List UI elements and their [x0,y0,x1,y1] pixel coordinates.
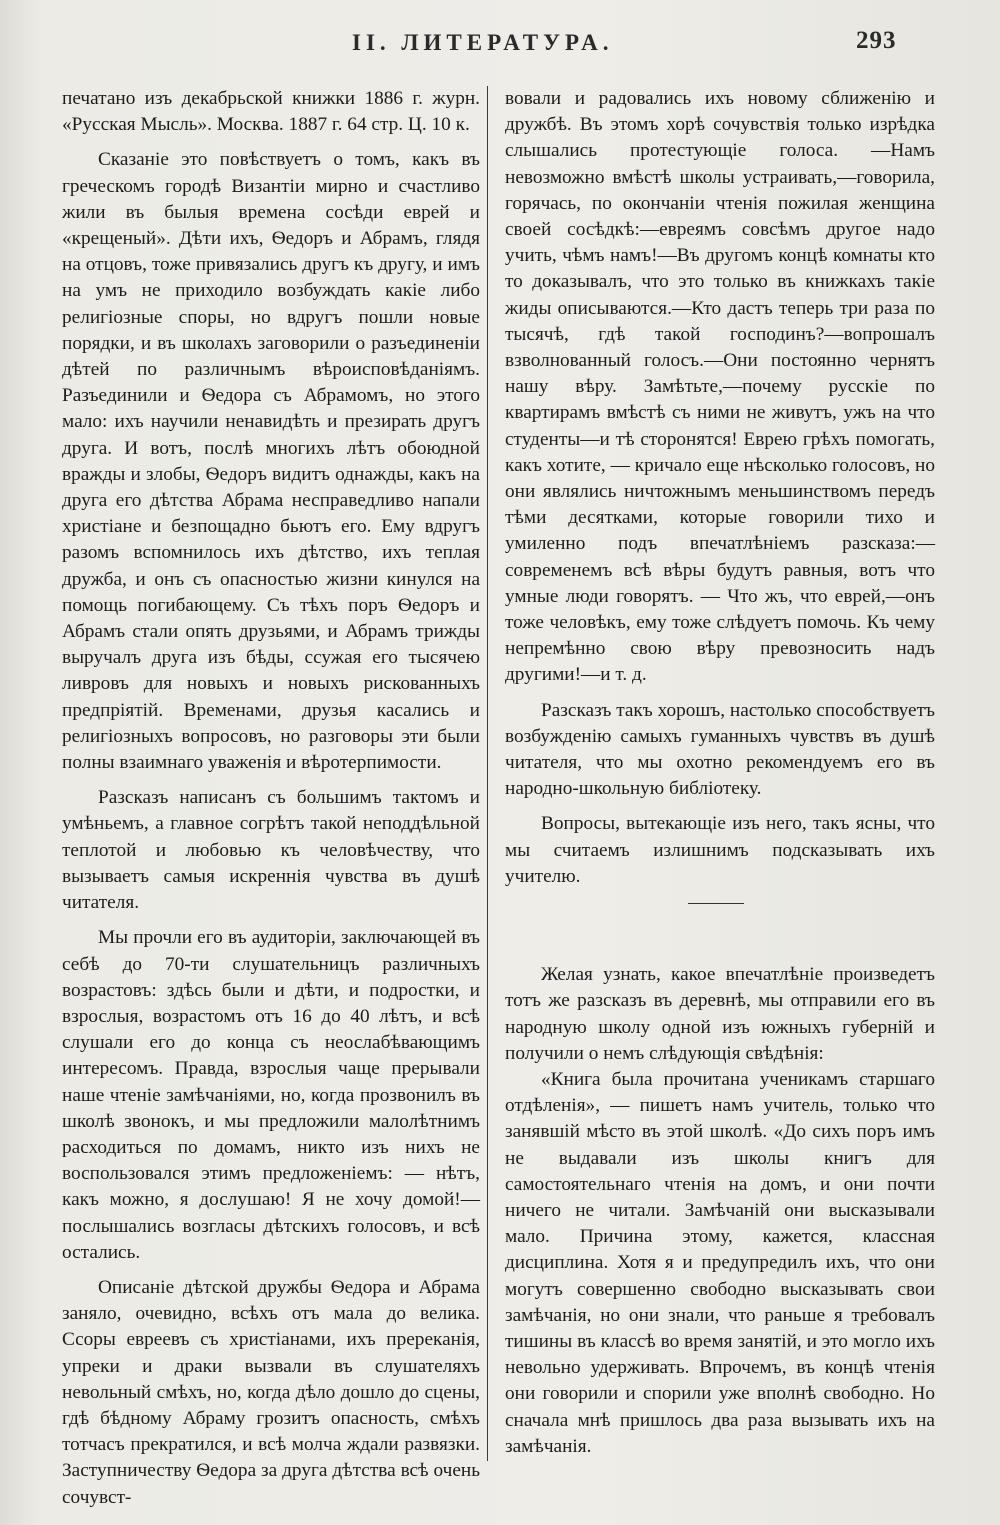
right-column [505,86,935,1460]
running-header: II. ЛИТЕРАТУРА. [352,30,614,55]
paragraph: Желая узнать, какое впечатлѣніе произведетъ тотъ же разсказъ въ деревнѣ, мы отправили его въ народную школу одной изъ южныхъ губерній и получили о немъ слѣдующія свѣдѣнія: [505,964,935,1064]
paragraph: Сказаніе это повѣствуетъ о томъ, какъ въ греческомъ городѣ Византіи мирно и счастливо жили въ былыя времена сосѣди еврей и «крещеный». Дѣти ихъ, Ѳедоръ и Абрамъ, глядя на отцовъ, тоже привязались другъ къ другу, и имъ на умъ не приходило возбуждать какіе либо религіозные споры, но вдругъ пошли новые порядки, и въ школахъ заговорили о разъединеніи дѣтей по различнымъ вѣроисповѣданіямъ. Разъединили и Ѳедора съ Абрамомъ, но этого мало: ихъ научили ненавидѣть и презирать другъ друга. И вотъ, послѣ многихъ лѣтъ обоюдной вражды и злобы, Ѳедоръ видитъ однажды, какъ на друга его дѣтства Абрама несправедливо напали христіане и безпощадно бьютъ его. Ему вдругъ разомъ вспомнилось ихъ дѣтство, ихъ теплая дружба, и онъ съ опасностью жизни кинулся на помощь погибающему. Съ тѣхъ поръ Ѳедоръ и Абрамъ стали опять друзьями, и Абрамъ трижды выручалъ друга изъ бѣды, ссужая его тысячею ливровъ для новыхъ и новыхъ рискованныхъ предпріятій. Временами, друзья касались и религіозныхъ вопросовъ, но разговоры эти были полны взаимнаго уваженія и вѣротерпимости. [62,149,480,774]
paragraph: Мы прочли его въ аудиторіи, заключающей въ себѣ до 70-ти слушательницъ различныхъ возрастовъ: здѣсь были и дѣти, и подростки, и взрослыя, возрастомъ отъ 16 до 40 лѣтъ, и всѣ слушали его до конца съ неослабѣвающимъ интересомъ. Правда, взрослыя чаще прерывали наше чтеніе замѣчаніями, но, когда прозвонилъ въ школѣ звонокъ, и мы предложили малолѣтнимъ расходиться по домамъ, никто изъ нихъ не воспользовался этимъ предложеніемъ: — нѣтъ, какъ можно, я дослушаю! Я не хочу домой!—послышались возгласы дѣтскихъ голосовъ, и всѣ остались. [62,927,480,1263]
paragraph: Вопросы, вытекающіе изъ него, такъ ясны, что мы считаемъ излишнимъ подсказывать ихъ учителю. [505,813,935,887]
paragraph: Разсказъ написанъ съ большимъ тактомъ и умѣньемъ, а главное согрѣтъ такой неподдѣльной теплотой и любовью къ человѣчеству, что вызываетъ самыя искреннія чувства въ душѣ читателя. [62,787,480,914]
paragraph: печатано изъ декабрьской книжки 1886 г. журн. «Русская Мысль». Москва. 1887 г. 64 стр. Ц. 10 к. [62,88,480,136]
column-rule [487,86,488,1461]
left-column [62,86,480,1511]
paragraph: Разсказъ такъ хорошъ, настолько способствуетъ возбужденію самыхъ гуманныхъ чувствъ въ душѣ читателя, что мы охотно рекомендуемъ его въ народно-школьную библіотеку. [505,699,935,800]
paragraph: вовали и радовались ихъ новому сближенію и дружбѣ. Въ этомъ хорѣ сочувствія только изрѣдка слышались протестующіе голоса. —Намъ невозможно вмѣстѣ школы устраивать,—говорила, горячась, по окончаніи чтенія пожилая женщина своей сосѣдкѣ:—евреямъ совсѣмъ другое надо учить, чѣмъ намъ!—Въ другомъ концѣ комнаты кто то доказывалъ, что это только въ книжкахъ такіе жиды описываются.—Кто дастъ теперь три раза по тысячѣ, гдѣ такой господинъ?—вопрошалъ взволнованный голосъ.—Они постоянно чернятъ нашу вѣру. Замѣтьте,—почему русскіе по квартирамъ вмѣстѣ съ ними не живутъ, ужъ на что студенты—и тѣ сторонятся! Еврею грѣхъ помогать, какъ хотите, — кричало еще нѣсколько голосовъ, но они являлись ничтожнымъ меньшинствомъ передъ тѣми десятками, которые говорили тихо и умиленно подъ впечатлѣніемъ разсказа:—современемъ всѣ вѣры будутъ равныя, вотъ что умные люди говорятъ. — Что жъ, что еврей,—онъ тоже человѣкъ, ему тоже слѣдуетъ помочь. Къ чему непремѣнно свою вѣру превозносить надъ другими!—и т. д. [505,88,935,686]
paragraph: «Книга была прочитана ученикамъ старшаго отдѣленія», — пишетъ намъ учитель, только что занявшій мѣсто въ этой школѣ. «До сихъ поръ имъ не выдавали изъ школы книгъ для самостоятельнаго чтенія на домъ, и они почти ничего не читали. Замѣчаній они высказывали мало. Причина этому, кажется, классная дисциплина. Хотя я и предупредилъ ихъ, что они могутъ совершенно свободно высказывать свои замѣчанія, но они знали, что раньше я требовалъ тишины въ классѣ во время занятій, и это могло ихъ невольно удерживать. Впрочемъ, въ концѣ чтенія они говорили и спорили уже вполнѣ свободно. Но сначала мнѣ пришлось два раза вызывать ихъ на замѣчанія. [505,1068,935,1457]
page-number: 293 [856,27,897,54]
paragraph: Описаніе дѣтской дружбы Ѳедора и Абрама заняло, очевидно, всѣхъ отъ мала до велика. Ссоры евреевъ съ христіанами, ихъ пререканія, упреки и драки вызвали въ слушателяхъ невольный смѣхъ, но, когда дѣло дошло до сцены, гдѣ бѣдному Абраму грозитъ опасность, смѣхъ тотчасъ прекратился, и всѣ молча ждали развязки. Заступничеству Ѳедора за друга дѣтства всѣ очень сочувст- [62,1276,480,1508]
section-divider [688,903,744,904]
